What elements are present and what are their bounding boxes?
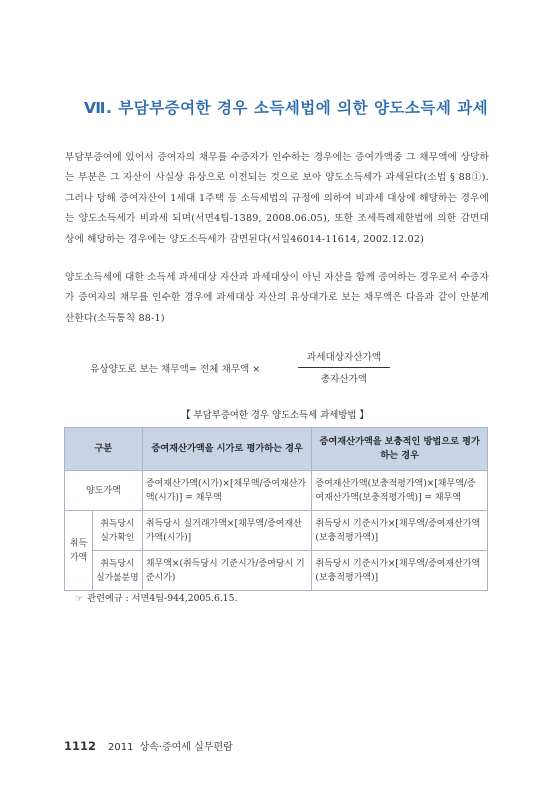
- related-ruling-note: [75, 590, 237, 604]
- table-row: [65, 511, 488, 551]
- taxation-method-table: [64, 427, 488, 591]
- allocation-formula: [90, 349, 430, 389]
- cell-confirmed-supplementary: 취득당시 기준시가×[채무액/증여재산가액(보충적평가액)]: [312, 511, 488, 551]
- row-label-acquisition: 취득가액: [65, 511, 93, 591]
- page-footer: [64, 738, 233, 753]
- pointing-hand-icon: ☞: [75, 593, 84, 604]
- formula-lhs: 유상양도로 보는 채무액= 전체 채무액 ×: [90, 364, 261, 375]
- header-category: 구분: [65, 428, 143, 471]
- formula-numerator: 과세대상자산가액: [306, 352, 382, 363]
- table-row: [65, 471, 488, 511]
- row-label-transfer: 양도가액: [65, 471, 143, 511]
- row-label-unknown: 취득당시 실가불분명: [92, 551, 142, 591]
- page-number: 1112: [64, 739, 97, 753]
- section-heading: Ⅶ. 부담부증여한 경우 소득세법에 의한 양도소득세 과세: [84, 99, 489, 117]
- fraction-bar: [298, 367, 390, 368]
- paragraph-burden-gift: 부담부증여에 있어서 증여자의 채무를 수증자가 인수하는 경우에는 증여가액중 그 채무액에 상당하는 부분은 그 자산이 사실상 유상으로 이전되는 것으로 보아 양도소득세가 과세된다(소법 § 88①). 그러나 당해 증여자산이 1세대 1주택 등 소득세법의 규정에 의하여 비과세 대상에 해당하는 경우에는 양도소득세가 비과세 되며(서면4팀-1389, 2008.06.05), 또한 조세특례제한법에 의한 감면대상에 해당하는 경우에는 양도소득세가 감면된다(서일46014-11614, 2002.12.02): [65, 152, 489, 245]
- header-market-value: 증여재산가액을 시가로 평가하는 경우: [142, 428, 312, 471]
- cell-transfer-market: 증여재산가액(시가)×[채무액/증여재산가액(시가)] = 채무액: [142, 471, 312, 511]
- cell-unknown-supplementary: 취득당시 기준시가×[채무액/증여재산가액(보충적평가액)]: [312, 551, 488, 591]
- table-title: 【 부담부증여한 경우 양도소득세 과세방법 】: [181, 410, 369, 421]
- footer-year: 2011: [108, 742, 134, 753]
- cell-transfer-supplementary: 증여재산가액(보충적평가액)×[채무액/증여재산가액(보충적평가액)] = 채무액: [312, 471, 488, 511]
- note-text: 관련예규 : 서면4팀-944,2005.6.15.: [87, 593, 238, 604]
- formula-denominator: 총자산가액: [320, 374, 368, 385]
- header-supplementary-value: 증여재산가액을 보충적인 방법으로 평가하는 경우: [312, 428, 488, 471]
- footer-book-title: 상속·증여세 실무편람: [139, 742, 233, 753]
- cell-confirmed-market: 취득당시 실거래가액×[채무액/증여재산가액(시가)]: [142, 511, 312, 551]
- row-label-confirmed: 취득당시 실가확인: [92, 511, 142, 551]
- table-row: [65, 551, 488, 591]
- cell-unknown-market: 채무액×(취득당시 기준시가/증여당시 기준시가): [142, 551, 312, 591]
- formula-fraction: [298, 349, 390, 388]
- table-header-row: [65, 428, 488, 471]
- paragraph-debt-allocation: 양도소득세에 대한 소득세 과세대상 자산과 과세대상이 아닌 자산을 함께 증여하는 경우로서 수증자가 증여자의 채무를 인수한 경우에 과세대상 자산의 유상대가로 보는 채무액은 다음과 같이 안분계산한다(소득통칙 88-1): [65, 272, 489, 324]
